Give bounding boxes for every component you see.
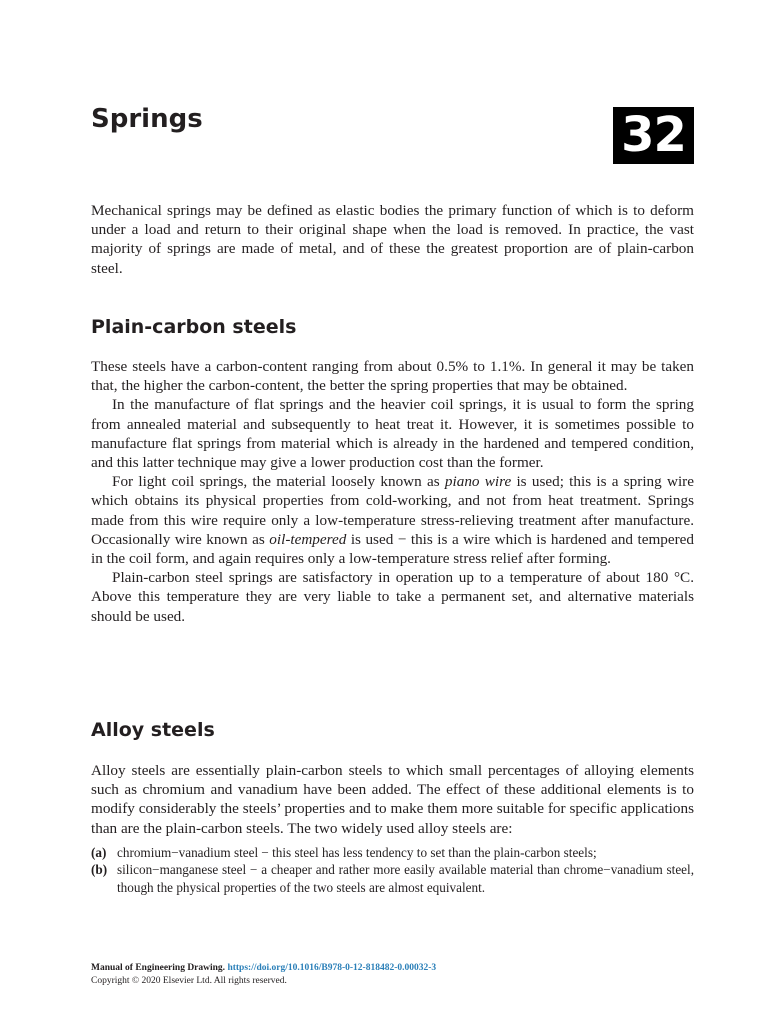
list-item-text: chromium−vanadium steel − this steel has less tendency to set than the plain-carbon steels; [117, 844, 597, 860]
plain-carbon-section [91, 357, 694, 626]
list-item-label: (b) [91, 862, 108, 878]
intro-section [91, 201, 694, 278]
intro-paragraph: Mechanical springs may be defined as elastic bodies the primary function of which is to deform under a load and return to their original shape when the load is removed. In practice, the vast majority of springs are made of metal, and of these the greatest proportion are of plain-carbon steel. [91, 202, 694, 277]
p3-text-b: is used; this is a spring wire which obtains its physical properties from cold-working, and not from heat treatment. Springs made from this wire require only a low-temperature stress-relieving treatment after manufacture. Occasionally wire known as [91, 473, 694, 548]
chapter-title: Springs [91, 104, 203, 134]
alloy-paragraph-1: Alloy steels are essentially plain-carbon steels to which small percentages of alloying elements such as chromium and vanadium have been added. The effect of these additional elements is to modify considerably the steels’ properties and to make them more suitable for specific applications than are the plain-carbon steels. The two widely used alloy steels are: [91, 762, 694, 837]
p3-text-a: For light coil springs, the material loosely known as [112, 473, 445, 491]
doi-link[interactable]: https://doi.org/10.1016/B978-0-12-818482-0.00032-3 [227, 963, 437, 973]
plain-carbon-paragraph-4: Plain-carbon steel springs are satisfactory in operation up to a temperature of about 180 °C. Above this temperature they are very liable to take a permanent set, and alternative materials should be used. [91, 569, 694, 625]
section-heading-plain-carbon: Plain-carbon steels [91, 316, 297, 338]
oil-tempered-term: oil-tempered [269, 530, 347, 548]
plain-carbon-paragraph-1: These steels have a carbon-content ranging from about 0.5% to 1.1%. In general it may be taken that, the higher the carbon-content, the better the spring properties that may be obtained. [91, 358, 694, 395]
page-footer [91, 962, 436, 988]
book-title: Manual of Engineering Drawing. [91, 963, 226, 973]
p3-text-c: is used − this is a wire which is hardened and tempered in the coil form, and again requires only a low-temperature stress relief after forming. [91, 530, 695, 568]
list-item-text: silicon−manganese steel − a cheaper and rather more easily available material than chrome−vanadium steel, though the physical properties of the two steels are almost equivalent. [117, 862, 694, 895]
alloy-section [91, 761, 694, 896]
list-item [91, 861, 694, 896]
list-item-label: (a) [91, 844, 107, 860]
section-heading-alloy: Alloy steels [91, 719, 215, 741]
list-item [91, 844, 694, 861]
chapter-number-badge: 32 [613, 107, 694, 164]
alloy-list [91, 844, 694, 896]
piano-wire-term: piano wire [444, 473, 512, 491]
copyright-notice: Copyright © 2020 Elsevier Ltd. All rights reserved. [91, 976, 287, 986]
plain-carbon-paragraph-3 [91, 472, 694, 568]
plain-carbon-paragraph-2: In the manufacture of flat springs and the heavier coil springs, it is usual to form the spring from annealed material and subsequently to heat treat it. However, it is sometimes possible to manufacture flat springs from material which is already in the hardened and tempered condition, and this latter technique may give a lower production cost than the former. [91, 396, 694, 472]
